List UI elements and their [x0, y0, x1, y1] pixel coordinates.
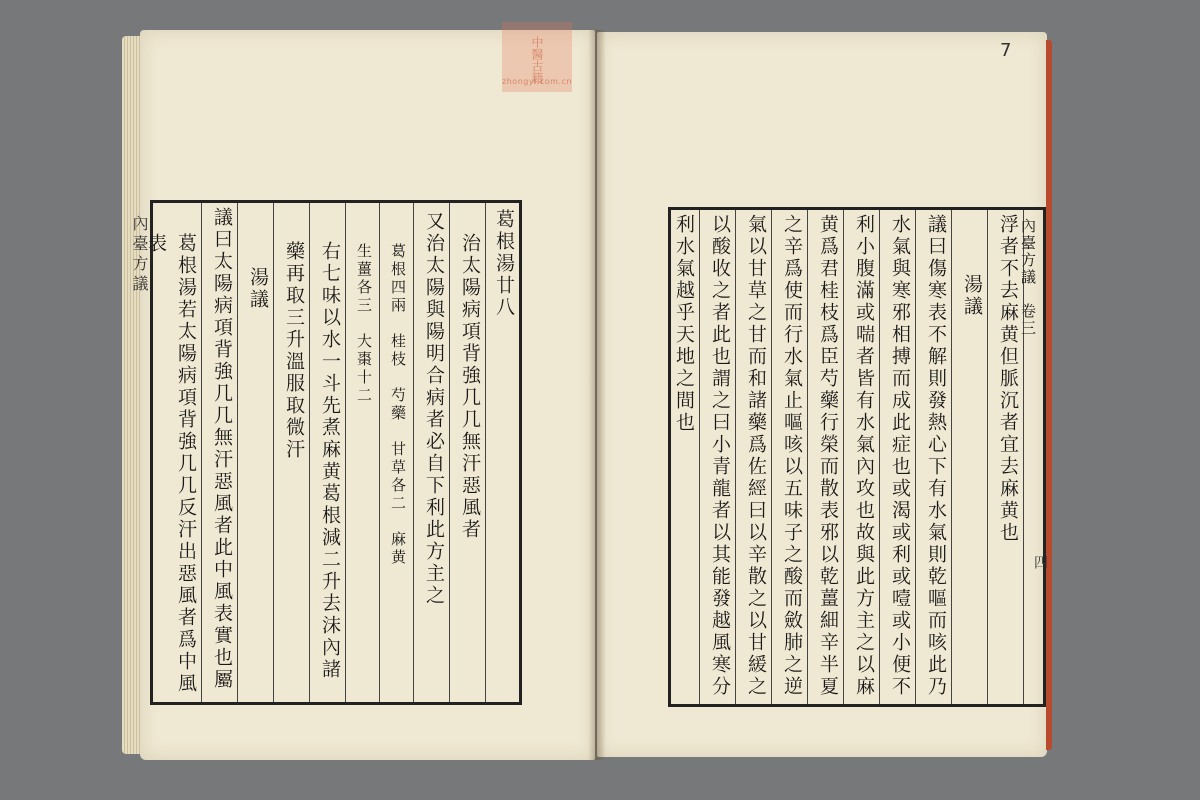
book-gutter	[588, 30, 606, 760]
right-header: 內臺方議 卷三	[1023, 210, 1043, 704]
watermark-seal	[502, 22, 572, 92]
right-col-2: 湯議	[951, 210, 987, 704]
right-col-1: 浮者不去麻黄但脈沉者宜去麻黄也	[987, 210, 1023, 704]
right-col-3: 議曰傷寒表不解則發熱心下有水氣則乾嘔而咳此乃	[915, 210, 951, 704]
right-page-edge	[1046, 40, 1052, 750]
right-col-10: 利水氣越乎天地之間也	[673, 214, 695, 434]
right-col-8: 氣以甘草之甘而和諸藥爲佐經曰以辛散之以甘緩之	[735, 210, 771, 704]
left-col-9: 葛根湯若太陽病項背強几几反汗出惡風者爲中風表	[145, 233, 197, 695]
right-col-5: 利小腹滿或喘者皆有水氣內攻也故與此方主之以麻	[843, 210, 879, 704]
left-col-2: 又治太陽與陽明合病者必自下利此方主之	[413, 203, 449, 702]
page-number: 7	[1000, 40, 1012, 61]
seal-url: zhongyi.com.cn	[502, 77, 572, 86]
left-margin-title: 內臺方議	[130, 215, 149, 295]
right-col-6: 黄爲君桂枝爲臣芍藥行榮而散表邪以乾薑細辛半夏	[807, 210, 843, 704]
right-col-9: 以酸收之者此也謂之曰小青龍者以其能發越風寒分	[699, 210, 735, 704]
fold-label: 四	[1032, 555, 1048, 569]
right-col-4: 水氣與寒邪相搏而成此症也或渴或利或噎或小便不	[879, 210, 915, 704]
left-col-1: 治太陽病項背強几几無汗惡風者	[449, 203, 485, 702]
left-col-6: 藥再取三升溫服取微汗	[273, 203, 309, 702]
right-col-7: 之辛爲使而行水氣止嘔咳以五味子之酸而斂肺之逆	[771, 210, 807, 704]
left-col-7: 湯議	[237, 203, 273, 702]
left-col-4: 生薑各三 大棗十二	[345, 203, 379, 702]
left-text-frame	[145, 200, 522, 705]
right-text-frame	[668, 207, 1046, 707]
left-header: 葛根湯廿八	[485, 203, 519, 702]
left-col-3: 葛根四兩 桂枝 芍藥 甘草各二 麻黄	[379, 203, 413, 702]
left-col-5: 右七味以水一斗先煮麻黄葛根減二升去沫內諸	[309, 203, 345, 702]
left-col-8: 議曰太陽病項背強几几無汗惡風者此中風表實也屬	[201, 203, 237, 702]
seal-text: 中醫古籍	[530, 36, 544, 84]
